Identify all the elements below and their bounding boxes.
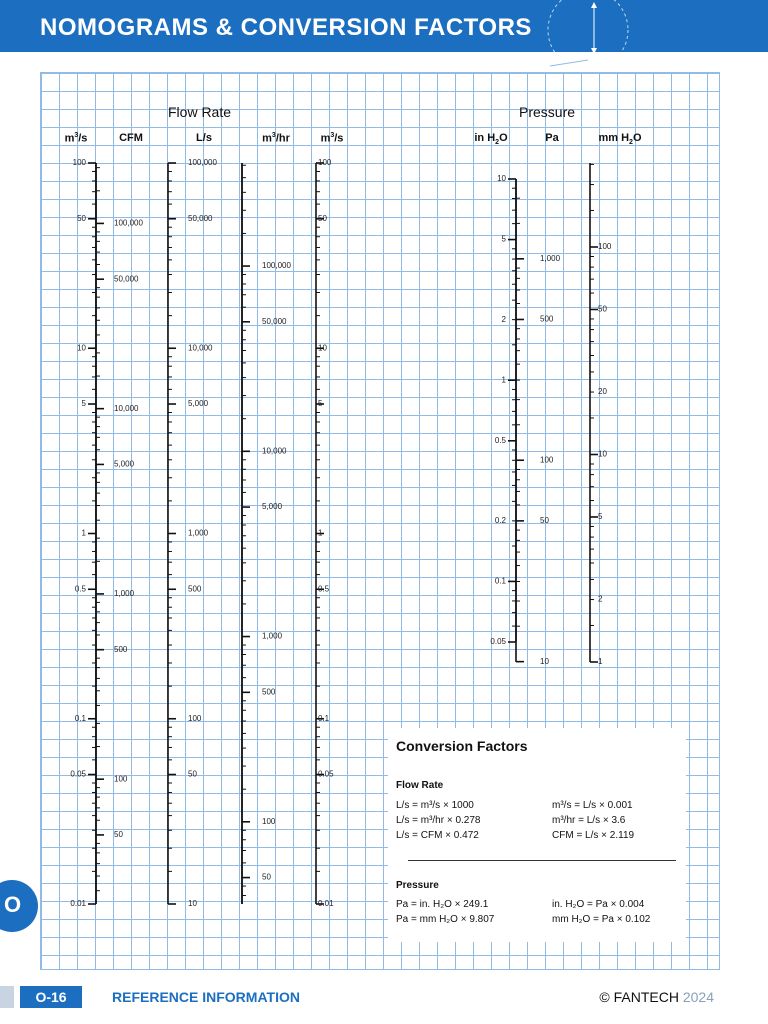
mmh2o-scale-label: 50 xyxy=(598,304,607,314)
m3hr-scale-label: 10,000 xyxy=(262,446,287,456)
cfm-scale-label: 50 xyxy=(114,830,123,840)
inh2o-scale-label: 0.1 xyxy=(494,576,506,586)
m3s-left-scale-label: 0.05 xyxy=(70,769,86,779)
m3s-left-scale-label: 5 xyxy=(81,399,86,409)
m3s-left-scale-label: 0.1 xyxy=(74,713,86,723)
m3s-right-scale-label: 5 xyxy=(318,399,323,409)
flow-factor-left: L/s = CFM × 0.472 xyxy=(396,830,479,841)
ls-scale-label: 10 xyxy=(188,899,197,909)
conversion-flow-heading: Flow Rate xyxy=(396,780,444,791)
pressure-factor-right: mm H₂O = Pa × 0.102 xyxy=(552,914,651,925)
inh2o-scale-label: 1 xyxy=(501,375,506,385)
cfm-scale-label: 500 xyxy=(114,644,128,654)
pressure-factor-left: Pa = in. H₂O × 249.1 xyxy=(396,899,489,910)
m3s-right-scale-label: 1 xyxy=(318,528,323,538)
ls-scale-label: 50,000 xyxy=(188,213,213,223)
ls-scale-label: 1,000 xyxy=(188,528,209,538)
m3s-left-scale-label: 0.01 xyxy=(70,899,86,909)
m3hr-scale-label: 50 xyxy=(262,872,271,882)
m3s-left-scale-label: 0.5 xyxy=(74,584,86,594)
mmh2o-scale-label: 100 xyxy=(598,242,612,252)
col-head-cfm: CFM xyxy=(119,132,143,144)
mmh2o-scale-label: 20 xyxy=(598,387,607,397)
pressure-factor-right: in. H₂O = Pa × 0.004 xyxy=(552,899,645,910)
col-head-m3s-right: $m^3/s$ xyxy=(320,132,344,145)
page-title: NOMOGRAMS & CONVERSION FACTORS xyxy=(40,14,532,41)
ls-scale-label: 100 xyxy=(188,713,202,723)
flow-factor-left: L/s = m³/s × 1000 xyxy=(396,800,474,811)
inh2o-scale-label: 10 xyxy=(497,174,506,184)
pressure-factor-left: Pa = mm H₂O × 9.807 xyxy=(396,914,495,925)
col-head-m3hr: $m^3/hr$ xyxy=(262,132,290,145)
col-head-pa: Pa xyxy=(545,132,559,144)
m3hr-scale-label: 1,000 xyxy=(262,631,283,641)
col-head-m3s-left: $m^3/s$ xyxy=(64,132,88,145)
footer-copyright: © FANTECH 2024 xyxy=(599,989,714,1005)
m3s-left-scale-label: 1 xyxy=(81,528,86,538)
flow-factor-right: m³/s = L/s × 0.001 xyxy=(552,800,633,811)
m3s-left-scale-label: 10 xyxy=(77,343,86,353)
footer-page-number: O-16 xyxy=(20,986,82,1008)
cfm-scale-label: 100 xyxy=(114,774,128,784)
pa-scale-label: 500 xyxy=(540,314,554,324)
m3hr-scale-label: 100,000 xyxy=(262,261,291,271)
m3s-right-scale-label: 0.05 xyxy=(318,769,334,779)
pressure-title: Pressure xyxy=(519,104,576,120)
ls-scale-label: 100,000 xyxy=(188,158,217,168)
m3s-right-scale-label: 50 xyxy=(318,213,327,223)
cfm-scale-label: 1,000 xyxy=(114,589,135,599)
ls-scale-label: 5,000 xyxy=(188,399,209,409)
mmh2o-scale-label: 10 xyxy=(598,449,607,459)
cfm-scale-label: 5,000 xyxy=(114,459,135,469)
cfm-scale-label: 10,000 xyxy=(114,403,139,413)
conversion-factors-panel xyxy=(388,728,686,942)
m3s-left-scale-label: 100 xyxy=(72,158,86,168)
m3hr-scale-label: 100 xyxy=(262,816,276,826)
m3s-right-scale-label: 0.1 xyxy=(318,713,330,723)
m3s-right-scale-label: 10 xyxy=(318,343,327,353)
m3s-right-scale-label: 0.01 xyxy=(318,899,334,909)
ls-scale-label: 500 xyxy=(188,584,202,594)
m3s-right-scale-label: 0.5 xyxy=(318,584,330,594)
footer-section-name: REFERENCE INFORMATION xyxy=(112,989,300,1005)
m3s-left-scale-label: 50 xyxy=(77,213,86,223)
ls-scale-label: 50 xyxy=(188,769,197,779)
ls-scale-label: 10,000 xyxy=(188,343,213,353)
m3hr-scale-label: 500 xyxy=(262,687,276,697)
flow-factor-left: L/s = m³/hr × 0.278 xyxy=(396,815,481,826)
conversion-pressure-heading: Pressure xyxy=(396,880,439,891)
col-head-inh2o: in $H_2O$ xyxy=(474,132,508,147)
flow-factor-right: m³/hr = L/s × 3.6 xyxy=(552,815,626,826)
pa-scale-label: 1,000 xyxy=(540,253,561,263)
inh2o-scale-label: 5 xyxy=(501,234,506,244)
inh2o-scale-label: 2 xyxy=(501,314,506,324)
m3hr-scale-label: 50,000 xyxy=(262,316,287,326)
conversion-divider xyxy=(408,860,676,861)
mmh2o-scale-label: 5 xyxy=(598,512,603,522)
col-head-mmh2o: mm $H_2O$ xyxy=(598,132,642,147)
m3s-right-scale-label: 100 xyxy=(318,158,332,168)
pa-scale-label: 50 xyxy=(540,515,549,525)
cfm-scale-label: 50,000 xyxy=(114,274,139,284)
inh2o-scale-label: 0.05 xyxy=(490,637,506,647)
inh2o-scale-label: 0.2 xyxy=(494,515,506,525)
inh2o-scale-label: 0.5 xyxy=(494,435,506,445)
mmh2o-scale-label: 1 xyxy=(598,657,603,667)
flow-factor-right: CFM = L/s × 2.119 xyxy=(552,830,635,841)
m3hr-scale-label: 5,000 xyxy=(262,502,283,512)
cfm-scale-label: 100,000 xyxy=(114,218,143,228)
mmh2o-scale-label: 2 xyxy=(598,594,603,604)
section-tab-label: O xyxy=(4,892,22,917)
footer-accent xyxy=(0,986,14,1008)
col-head-ls: L/s xyxy=(196,132,212,144)
conversion-title: Conversion Factors xyxy=(396,738,528,754)
flow-rate-title: Flow Rate xyxy=(168,104,232,120)
pa-scale-label: 10 xyxy=(540,656,549,666)
pa-scale-label: 100 xyxy=(540,455,554,465)
